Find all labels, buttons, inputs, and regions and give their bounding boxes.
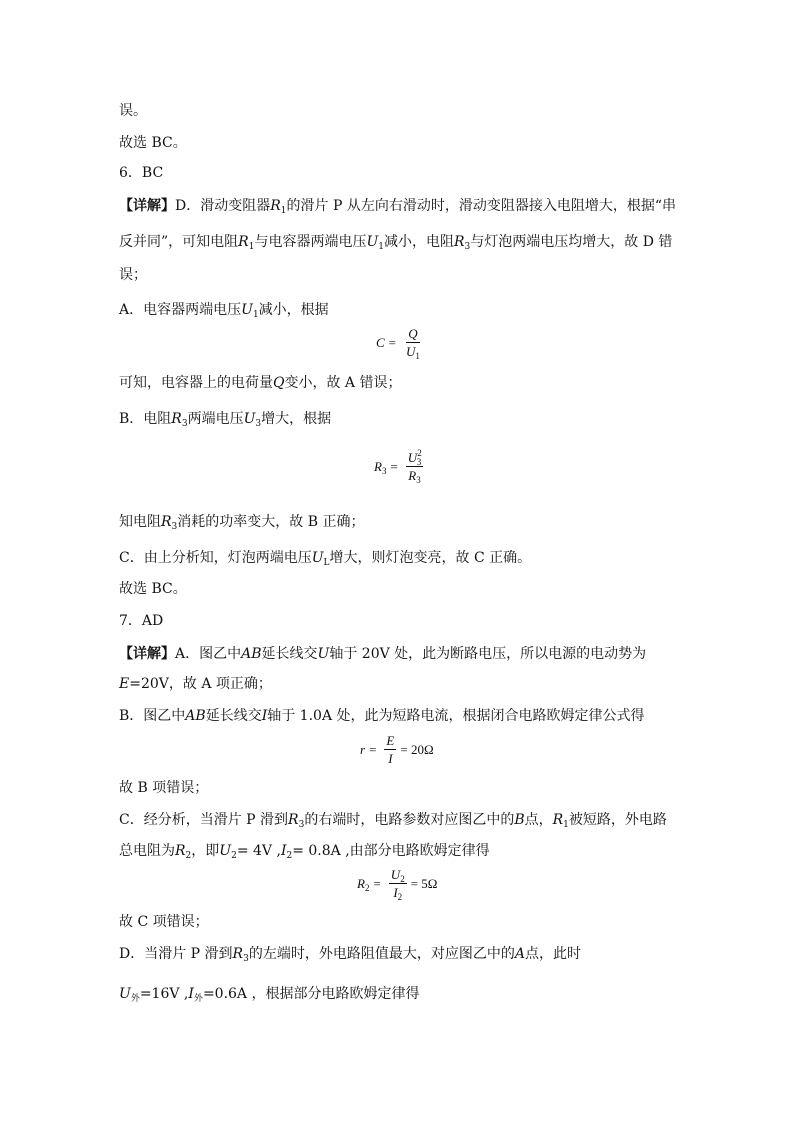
text: C．由上分析知，灯泡两端电压 <box>119 550 312 566</box>
text-line <box>119 842 490 860</box>
formula-lhs: r <box>360 741 366 757</box>
text: 增大，则灯泡变亮，故 C 正确。 <box>329 550 532 566</box>
fraction <box>389 867 407 900</box>
subscript: 3 <box>243 954 249 964</box>
text: 减小，根据 <box>258 302 329 318</box>
text: 与电容器两端电压 <box>254 234 367 250</box>
symbol: AB <box>185 708 206 724</box>
text: 总电阻为 <box>119 843 175 859</box>
detail-label: 【详解】 <box>119 198 175 214</box>
subscript: 1 <box>415 351 420 361</box>
denominator: I <box>388 751 393 766</box>
symbol: B <box>514 812 525 828</box>
text: 知电阻 <box>119 514 161 530</box>
subscript: 2 <box>364 882 370 893</box>
formula-lhs: C <box>376 334 385 350</box>
subscript: 外 <box>193 994 203 1004</box>
text: 轴于 1.0A 处，此为短路电流，根据闭合电路欧姆定律公式得 <box>267 708 645 724</box>
numerator <box>389 867 407 884</box>
text-line <box>119 779 208 797</box>
symbol: AB <box>241 646 262 662</box>
text-line <box>119 134 187 152</box>
den-symbol: R <box>408 468 417 483</box>
text: 被短路，外电路 <box>568 812 667 828</box>
subscript: 3 <box>464 242 471 252</box>
text-line <box>119 580 187 598</box>
subscript: 2 <box>185 851 192 861</box>
text-line <box>119 549 531 567</box>
subscript: 1 <box>280 206 287 216</box>
equals-sign: = <box>390 458 398 474</box>
numerator: E <box>386 733 395 748</box>
subscript: 2 <box>397 892 403 902</box>
subscript: 3 <box>381 465 387 476</box>
equals-sign: = <box>388 334 397 350</box>
formula-lhs <box>374 459 386 475</box>
text-line <box>119 645 646 663</box>
symbol: I <box>188 986 194 1002</box>
text: A．图乙中 <box>175 646 242 662</box>
text: 与灯泡两端电压均增大，故 D 错 <box>470 234 673 250</box>
text: =20V，故 A 项正确； <box>129 676 272 692</box>
symbol: E <box>119 676 130 692</box>
symbol: U <box>366 234 379 250</box>
subscript: 1 <box>378 242 384 252</box>
text-line <box>119 913 209 931</box>
subscript: 2 <box>400 874 405 884</box>
subscript: L <box>323 558 330 568</box>
text: 故选 BC。 <box>119 135 187 151</box>
symbol: R <box>454 234 465 250</box>
text-line <box>119 102 147 120</box>
answer-text: 7．AD <box>119 613 164 629</box>
formula-lhs <box>357 876 369 892</box>
text: B．电阻 <box>119 411 172 427</box>
formula-rhs: = 5Ω <box>410 875 438 891</box>
text: 减小，电阻 <box>384 234 454 250</box>
subscript: 2 <box>286 851 293 861</box>
denominator <box>406 467 422 483</box>
text: 延长线交 <box>205 708 262 724</box>
text-line <box>119 233 672 251</box>
symbol: R <box>171 411 182 427</box>
denominator <box>391 884 404 900</box>
text: 点， <box>524 812 553 828</box>
text: 的右端时，电路参数对应图乙中的 <box>304 812 515 828</box>
text: = 0.8A ,由部分电路欧姆定律得 <box>292 843 490 859</box>
text-line <box>119 410 331 428</box>
symbol: R <box>161 514 172 530</box>
lhs-symbol: R <box>357 875 365 891</box>
text-line <box>119 374 402 392</box>
formula-external-resistance <box>357 867 437 900</box>
formula-power <box>374 450 427 483</box>
text: 变小，故 A 错误； <box>284 375 402 391</box>
equals-sign: = <box>369 741 377 757</box>
symbol: A <box>514 946 525 962</box>
question-answer <box>119 612 163 630</box>
numerator: Q <box>408 326 418 341</box>
text: =0.6A ，根据部分电路欧姆定律得 <box>202 986 420 1002</box>
subscript: 3 <box>181 419 188 429</box>
text: 误。 <box>119 103 147 119</box>
text: = 4V , <box>236 843 281 859</box>
symbol: U <box>219 843 232 859</box>
symbol: U <box>241 302 253 318</box>
denominator <box>404 343 422 359</box>
symbol: R <box>232 946 244 962</box>
formula-rhs: = 20Ω <box>400 741 434 757</box>
formula-capacitance <box>376 326 426 359</box>
lhs-symbol: R <box>374 458 382 474</box>
subscript: 1 <box>248 242 255 252</box>
text-line <box>119 675 272 693</box>
subscript: 1 <box>563 820 569 830</box>
superscript: 2 <box>417 448 422 458</box>
text: D．滑动变阻器 <box>175 198 271 214</box>
text: 故 B 项错误； <box>119 780 209 796</box>
text: 故选 BC。 <box>119 581 187 597</box>
symbol: Q <box>273 375 285 391</box>
fraction <box>404 326 422 359</box>
symbol: R <box>288 812 299 828</box>
symbol: U <box>311 550 324 566</box>
text: 延长线交 <box>261 646 318 662</box>
subscript: 3 <box>171 522 178 532</box>
symbol: I <box>261 708 268 724</box>
fraction <box>406 450 423 483</box>
fraction <box>384 733 396 766</box>
text-line <box>119 945 581 963</box>
den-symbol: I <box>393 885 398 900</box>
text: 的左端时，外电路阻值最大，对应图乙中的 <box>248 946 515 962</box>
symbol: R <box>270 198 281 214</box>
text: 可知，电容器上的电荷量 <box>119 375 273 391</box>
text: 增大，根据 <box>261 411 332 427</box>
subscript: 3 <box>416 475 421 485</box>
symbol: R <box>175 843 186 859</box>
answer-text: 6．BC <box>119 165 164 181</box>
num-symbol: U <box>390 867 401 882</box>
text-line <box>119 707 645 725</box>
text: ，即 <box>191 843 220 859</box>
detail-label: 【详解】 <box>119 646 175 662</box>
text-line <box>119 301 329 319</box>
text: 点，此时 <box>524 946 581 962</box>
text: 的滑片 P 从左向右滑动时，滑动变阻器接入电阻增大，根据“串 <box>286 198 676 214</box>
equals-sign: = <box>373 875 381 891</box>
subscript: 3 <box>255 419 262 429</box>
formula-internal-resistance <box>360 733 434 766</box>
subscript: 1 <box>252 310 259 320</box>
subscript: 3 <box>298 820 305 830</box>
text: =16V , <box>139 986 189 1002</box>
text-line <box>119 985 420 1003</box>
text-line <box>119 266 147 284</box>
subscript: 2 <box>231 851 237 861</box>
text: D．当滑片 P 滑到 <box>119 946 233 962</box>
symbol: R <box>238 234 249 250</box>
text: 轴于 20V 处，此为断路电压，所以电源的电动势为 <box>329 646 647 662</box>
text: 反并同”，可知电阻 <box>119 234 239 250</box>
text: 故 C 项错误； <box>119 914 209 930</box>
numerator <box>406 450 423 467</box>
symbol: U <box>243 411 256 427</box>
num-symbol: U <box>407 450 418 465</box>
den-symbol: U <box>406 344 416 359</box>
subscript: 外 <box>130 994 140 1004</box>
text: 两端电压 <box>187 411 244 427</box>
symbol: U <box>119 986 131 1002</box>
symbol: I <box>280 843 287 859</box>
symbol: R <box>552 812 564 828</box>
question-answer <box>119 164 163 182</box>
text-line <box>119 197 676 215</box>
text-line <box>119 513 364 531</box>
text-line <box>119 811 667 829</box>
text: 消耗的功率变大，故 B 正确； <box>177 514 365 530</box>
text: C．经分析，当滑片 P 滑到 <box>119 812 289 828</box>
text: 误； <box>119 267 147 283</box>
symbol: U <box>317 646 330 662</box>
text: A．电容器两端电压 <box>119 302 242 318</box>
text: B．图乙中 <box>119 708 186 724</box>
subscript: 3 <box>416 457 422 467</box>
